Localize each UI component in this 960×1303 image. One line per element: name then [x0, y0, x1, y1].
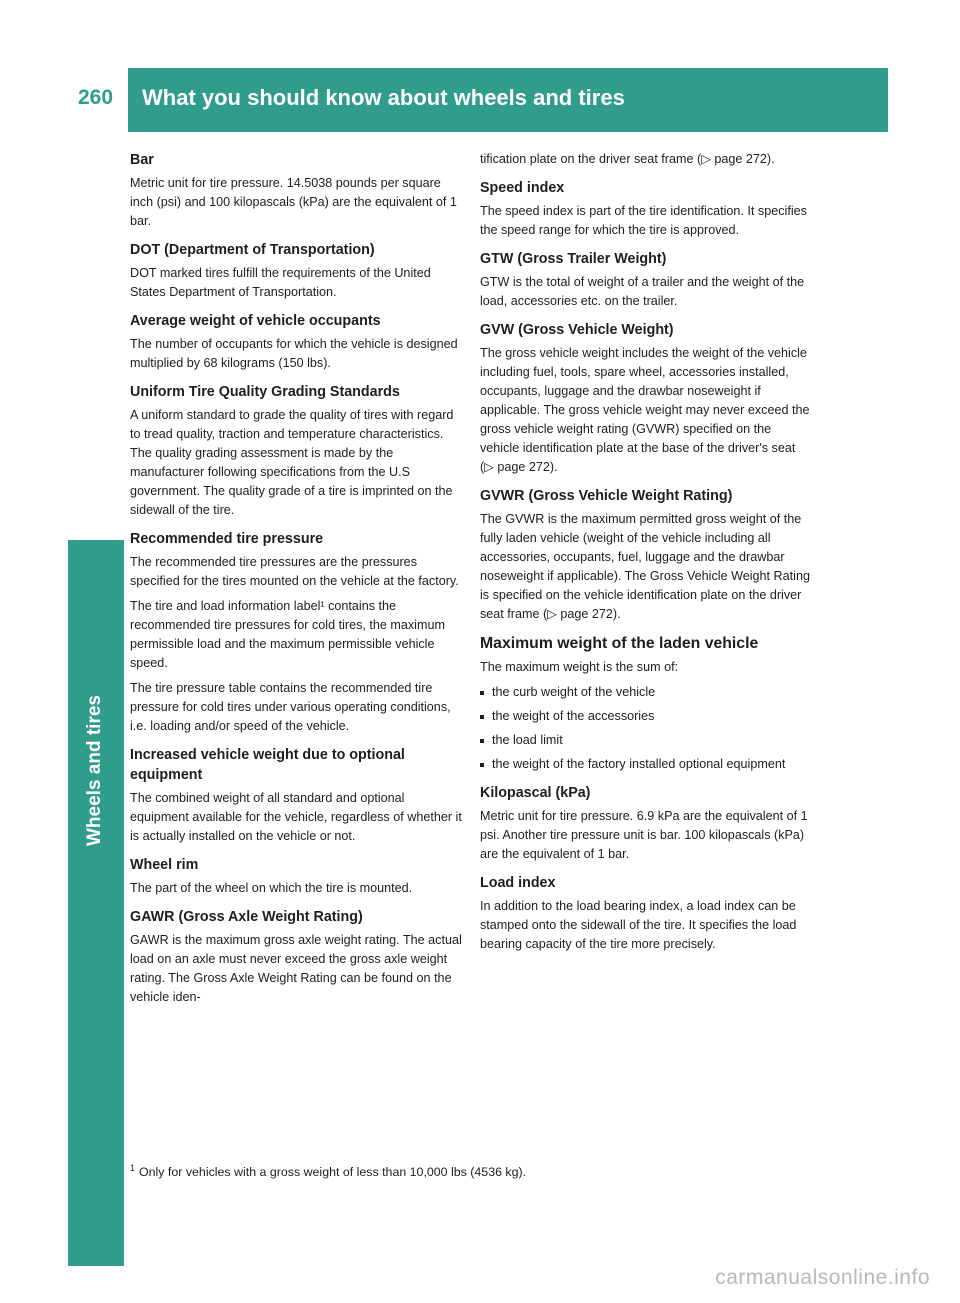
term-text: GTW is the total of weight of a trailer and the weight of the load, accessories etc. on the trailer.	[480, 275, 805, 308]
watermark: carmanualsonline.info	[715, 1266, 930, 1289]
glossary-entry-bar	[130, 150, 462, 231]
glossary-entry-optional-equipment	[130, 745, 462, 846]
footnote-text: Only for vehicles with a gross weight of less than 10,000 lbs (4536 kg).	[139, 1165, 527, 1180]
list-item: the load limit	[480, 731, 812, 750]
term-heading: Average weight of vehicle occupants	[130, 313, 381, 329]
left-column	[130, 150, 462, 1016]
term-heading: Maximum weight of the laden vehicle	[480, 635, 759, 652]
term-text: The tire pressure table contains the recommended tire pressure for cold tires under various operating conditions, i.e. loading and/or speed of the vehicle.	[130, 681, 451, 733]
term-heading: Load index	[480, 875, 556, 891]
continuation-text-block	[480, 150, 812, 169]
page-title: What you should know about wheels and tires	[142, 85, 625, 110]
glossary-entry-kpa	[480, 783, 812, 864]
glossary-entry-dot	[130, 240, 462, 302]
term-heading: GTW (Gross Trailer Weight)	[480, 251, 667, 267]
list-item: the curb weight of the vehicle	[480, 683, 812, 702]
term-heading: GAWR (Gross Axle Weight Rating)	[130, 909, 363, 925]
list-item: the weight of the factory installed optional equipment	[480, 755, 812, 774]
term-text: A uniform standard to grade the quality of tires with regard to tread quality, traction and temperature characteristics. The quality grading assessment is made by the manufacturer following specifications from the U.S government. The quality grade of a tire is imprinted on the sidewall of the tire.	[130, 408, 454, 517]
glossary-entry-gvw	[480, 320, 812, 477]
term-heading: GVW (Gross Vehicle Weight)	[480, 322, 674, 338]
term-text: In addition to the load bearing index, a load index can be stamped onto the sidewall of the tire. It specifies the load bearing capacity of the tire more precisely.	[480, 899, 797, 951]
glossary-entry-gawr	[130, 907, 462, 1007]
term-text: The combined weight of all standard and optional equipment available for the vehicle, regardless of whether it is actually installed on the vehicle or not.	[130, 791, 462, 843]
term-text: GAWR is the maximum gross axle weight rating. The actual load on an axle must never exceed the gross axle weight rating. The Gross Axle Weight Rating can be found on the vehicle iden-	[130, 933, 462, 1004]
term-heading: DOT (Department of Transportation)	[130, 242, 375, 258]
glossary-entry-recommended-pressure	[130, 529, 462, 736]
glossary-entry-utqg	[130, 382, 462, 520]
right-column	[480, 150, 812, 963]
page-number: 260	[78, 86, 114, 109]
term-heading: Increased vehicle weight due to optional equipment	[130, 747, 405, 783]
term-text: Metric unit for tire pressure. 6.9 kPa are the equivalent of 1 psi. Another tire pressure unit is bar. 100 kilopascals (kPa) are the equivalent of 1 bar.	[480, 809, 808, 861]
glossary-entry-occupants	[130, 311, 462, 373]
list-item: the weight of the accessories	[480, 707, 812, 726]
footnote	[130, 1163, 526, 1179]
term-text: The number of occupants for which the vehicle is designed multiplied by 68 kilograms (150 lbs).	[130, 337, 458, 370]
term-heading: Speed index	[480, 180, 565, 196]
term-text: The part of the wheel on which the tire is mounted.	[130, 881, 413, 895]
term-text: The speed index is part of the tire identification. It specifies the speed range for which the tire is approved.	[480, 204, 807, 237]
continuation-text: tification plate on the driver seat frame (▷ page 272).	[480, 152, 775, 166]
glossary-entry-wheel-rim	[130, 855, 462, 898]
term-heading: Recommended tire pressure	[130, 531, 324, 547]
term-text: The tire and load information label¹ contains the recommended tire pressures for cold tires, the maximum permissible load and the maximum permissible vehicle speed.	[130, 599, 445, 670]
glossary-entry-gtw	[480, 249, 812, 311]
term-text: The gross vehicle weight includes the weight of the vehicle including fuel, tools, spare wheel, accessories installed, occupants, luggage and the drawbar noseweight if applicable. The gross vehicle weight may never exceed the gross vehicle weight rating (GVWR) specified on the vehicle identification plate at the base of the driver's seat (▷ page 272).	[480, 346, 810, 474]
term-text: The recommended tire pressures are the pressures specified for the tires mounted on the vehicle at the factory.	[130, 555, 459, 588]
glossary-entry-gvwr	[480, 486, 812, 624]
glossary-entry-max-weight	[480, 633, 812, 774]
term-heading: GVWR (Gross Vehicle Weight Rating)	[480, 488, 733, 504]
term-heading: Kilopascal (kPa)	[480, 785, 591, 801]
term-text: The GVWR is the maximum permitted gross weight of the fully laden vehicle (weight of the vehicle including all accessories, occupants, fuel, luggage and the drawbar noseweight if applicable). The Gross Vehicle Weight Rating is specified on the vehicle identification plate on the driver seat frame (▷ page 272).	[480, 512, 810, 621]
term-heading: Bar	[130, 152, 154, 168]
term-text: DOT marked tires fulfill the requirements of the United States Department of Transportation.	[130, 266, 431, 299]
bullet-list	[480, 683, 812, 774]
term-text: The maximum weight is the sum of:	[480, 660, 679, 674]
footnote-marker: 1	[130, 1163, 136, 1173]
glossary-entry-load-index	[480, 873, 812, 954]
side-tab	[68, 540, 124, 1266]
term-text: Metric unit for tire pressure. 14.5038 pounds per square inch (psi) and 100 kilopascals (kPa) are the equivalent of 1 bar.	[130, 176, 457, 228]
glossary-entry-speed-index	[480, 178, 812, 240]
side-tab-label: Wheels and tires	[84, 695, 105, 846]
term-heading: Uniform Tire Quality Grading Standards	[130, 384, 400, 400]
term-heading: Wheel rim	[130, 857, 199, 873]
